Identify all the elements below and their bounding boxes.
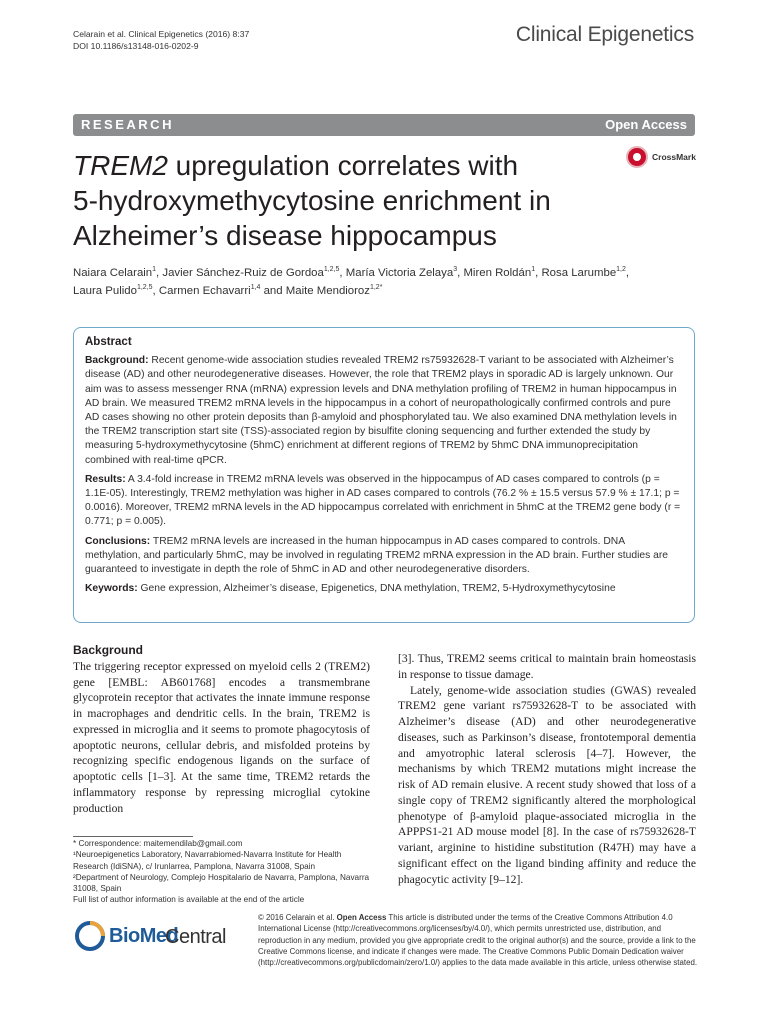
section-heading-background: Background	[73, 643, 144, 657]
doi-link[interactable]: DOI 10.1186/s13148-016-0202-9	[73, 41, 199, 51]
author[interactable]: Carmen Echavarri$^{1,4}$	[158, 284, 261, 297]
author[interactable]: Maite Mendioroz$^{1,2*}$	[285, 284, 383, 297]
crossmark-badge[interactable]	[626, 146, 706, 172]
biomed-central-icon	[73, 919, 107, 953]
author[interactable]: Laura Pulido$^{1,2,5}$	[73, 284, 153, 297]
abstract-results: Results: A 3.4-fold increase in TREM2 mRNA levels was observed in the hippocampus of AD cases compared to controls (p = 1.1E-05). Interestingly, TREM2 methylation was higher in AD cases compared to controls (76.2 % ± 15.5 versus 57.9 % ± 17.1; p = 0.0016). Moreover, TREM2 mRNA levels in the AD hippocampus correlated with enrichment in 5hmC at the TREM2 gene body (r = 0.771; p = 0.005).	[85, 473, 681, 528]
abstract-box	[73, 327, 695, 623]
title-gene: TREM2	[73, 150, 168, 181]
author[interactable]: María Victoria Zelaya$^3$	[345, 266, 458, 279]
body-column-left	[73, 643, 370, 816]
author-list: Naiara Celarain$^1$, Javier Sánchez-Ruiz de Gordoa$^{1,2,5}$, María Victoria Zelaya$^3$, Miren Roldán$^1$, Rosa Larumbe$^{1,2}$, Laura Pulido$^{1,2,5}$, Carmen Echavarri$^{1,4}$ and Maite Mendioroz$^{1,2*}$	[73, 266, 630, 297]
publisher-central: Central	[165, 926, 226, 948]
correspondence-email[interactable]: * Correspondence: maitemendilab@gmail.com	[73, 839, 243, 848]
abstract-heading: Abstract	[85, 336, 132, 348]
abstract-keywords: Keywords: Gene expression, Alzheimer’s disease, Epigenetics, DNA methylation, TREM2, 5-Hydroxymethycytosine	[85, 583, 616, 595]
footnote-divider	[73, 836, 193, 837]
footnotes	[73, 838, 373, 906]
body-paragraph: [3]. Thus, TREM2 seems critical to maintain brain homeostasis in response to tissue damage.	[398, 652, 696, 681]
open-access-label[interactable]: Open Access	[605, 117, 687, 132]
affiliation-2: ²Department of Neurology, Complejo Hospitalario de Navarra, Pamplona, Navarra 31008, Spain	[73, 872, 370, 894]
author[interactable]: Naiara Celarain$^1$	[73, 266, 157, 279]
author[interactable]: Rosa Larumbe$^{1,2}$	[541, 266, 626, 279]
article-type: RESEARCH	[81, 117, 174, 132]
license-open-access: Open Access	[336, 913, 387, 922]
publisher-biomed: BioMed	[109, 925, 179, 947]
journal-name: Clinical Epigenetics	[515, 23, 694, 46]
title-line-1: upregulation correlates with	[167, 150, 519, 181]
body-paragraph: Lately, genome-wide association studies (GWAS) revealed TREM2 gene variant rs75932628-T to be associated with Alzheimer’s disease (AD) and other neurodegenerative diseases, such as Parkinson’s disease, frontotemporal dementia and amyotrophic lateral sclerosis [4–7]. However, the mechanisms by which TREM2 mutations might increase the risk of AD remain elusive. A recent study showed that loss of a single copy of TREM2 significantly altered the morphological phenotype of β-amyloid plaque-associated microglia in the APPPS1-21 AD mouse model [8]. In the case of rs75932628-T variant, arginine to histidine substitution (R47H) may have a significant effect on the ligand binding affinity and reduce the phagocytic activity [9–12].	[398, 683, 696, 886]
body-paragraph: The triggering receptor expressed on myeloid cells 2 (TREM2) gene [EMBL: AB601768] encodes a transmembrane glycoprotein receptor that activates the innate immune response in macrophages and dendritic cells. In the brain, TREM2 is expressed in microglia and it seems to promote phagocytosis of apoptotic neurons, cellular debris, and misfolded proteins by recognizing specific endogenous ligands on the surface of apoptotic cells [1–3]. At the same time, TREM2 retards the inflammatory response by repressing microglial cytokine production	[73, 659, 370, 815]
abstract-conclusions: Conclusions: TREM2 mRNA levels are increased in the human hippocampus in AD cases compared to controls. DNA methylation, and particularly 5hmC, may be involved in regulating TREM2 mRNA expression in the AD brain. Further studies are guaranteed to investigate in depth the role of 5hmC in AD and other neurodegenerative disorders.	[85, 535, 669, 576]
title-line-2: 5-hydroxymethycytosine enrichment in	[73, 185, 551, 216]
article-type-bar	[73, 114, 695, 136]
body-column-right	[398, 651, 696, 887]
crossmark-label: CrossMark	[652, 152, 696, 162]
author-info-note: Full list of author information is available at the end of the article	[73, 895, 305, 905]
license-statement: © 2016 Celarain et al. Open Access This article is distributed under the terms of the Creative Commons Attribution 4.0 International License (http://creativecommons.org/licenses/by/4.0/), which permits unrestricted use, distribution, and reproduction in any medium, provided you give appropriate credit to the original author(s) and the source, provide a link to the Creative Commons license, and indicate if changes were made. The Creative Commons Public Domain Dedication waiver (http://creativecommons.org/publicdomain/zero/1.0/) applies to the data made available in this article, unless otherwise stated.	[258, 913, 698, 968]
title-line-3: Alzheimer’s disease hippocampus	[73, 220, 497, 251]
author[interactable]: Miren Roldán$^1$	[463, 266, 536, 279]
citation	[73, 28, 249, 52]
abstract-background: Background: Recent genome-wide association studies revealed TREM2 rs75932628-T variant to be associated with Alzheimer’s disease (AD) and other neurodegenerative diseases. However, the role that TREM2 plays in sporadic AD is largely unknown. Our aim was to assess messenger RNA (mRNA) expression levels and DNA methylation profiling of TREM2 in human hippocampus in AD brain. We measured TREM2 mRNA levels in the hippocampus in a cohort of neuropathologically confirmed controls and pure AD cases showing no other protein deposits than β-amyloid and phosphorylated tau. We also examined DNA methylation levels in the TREM2 transcription start site (TSS)-associated region by bisulfite cloning sequencing and further extended the study by measuring 5-hydroxymethycytosine (5hmC) enrichment at different regions of TREM2 by 5hmC DNA immunoprecipitation combined with real-time qPCR.	[85, 355, 677, 466]
citation-line-1: Celarain et al. Clinical Epigenetics (2016) 8:37	[73, 29, 250, 39]
affiliation-1: ¹Neuroepigenetics Laboratory, Navarrabiomed-Navarra Institute for Health Research (IdiSNA), c/ Irunlarrea, Pamplona, Navarra 31008, Spain	[73, 850, 342, 871]
article-title	[73, 148, 633, 253]
author[interactable]: Javier Sánchez-Ruiz de Gordoa$^{1,2,5}$	[162, 266, 340, 279]
biomed-central-logo[interactable]	[73, 916, 233, 956]
